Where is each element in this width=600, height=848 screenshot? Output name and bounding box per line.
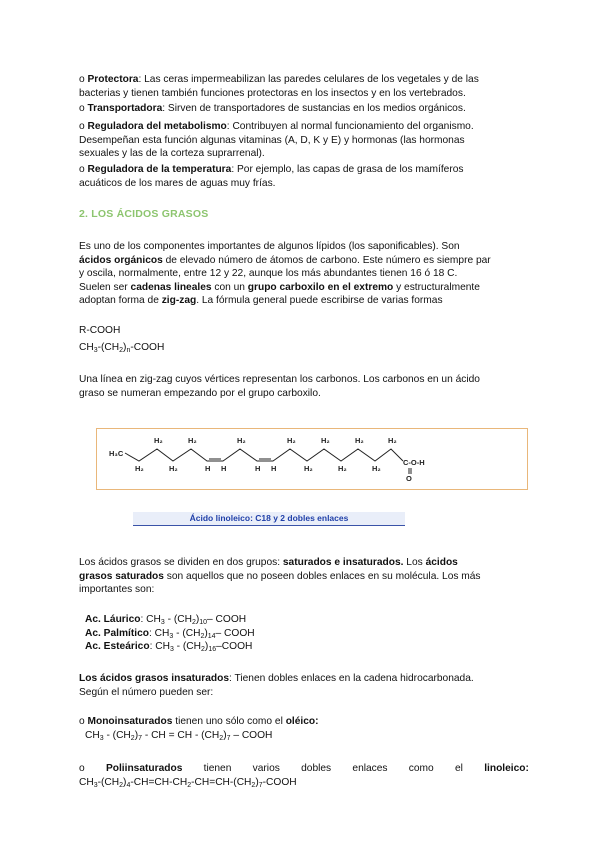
label-h2-1: H₂	[135, 464, 144, 473]
f-sub: 3	[160, 619, 165, 626]
label-h2-11: H₂	[372, 464, 381, 473]
acid-palmitic	[85, 627, 255, 641]
temperatura-title: Reguladora de la temperatura	[87, 164, 232, 175]
f-part: - (CH	[164, 614, 192, 625]
f-sub: 3	[99, 734, 104, 742]
f-part: -CH=CH-CH	[130, 776, 188, 788]
term-acidos-organicos: ácidos orgánicos	[79, 254, 163, 266]
f-sub: 2	[187, 781, 192, 789]
intro-line-4	[79, 281, 529, 295]
f-sub: 4	[126, 781, 131, 789]
f-part: – COOH	[207, 614, 247, 625]
protectora-line-1	[79, 73, 529, 87]
metabolismo-text: : Contribuyen al normal funcionamiento del organismo.	[226, 121, 474, 132]
f-part: - CH = CH - (CH	[142, 729, 220, 741]
intro-line-4-d: y estructuralmente	[393, 281, 480, 293]
label-h2-5: H₂	[237, 436, 246, 445]
metabolismo-line-1	[79, 120, 529, 134]
f-sub: 10	[199, 619, 208, 626]
metabolismo-title: Reguladora del metabolismo	[87, 121, 227, 132]
figure-caption: Ácido linoleico: C18 y 2 dobles enlaces	[133, 512, 405, 526]
protectora-text: : Las ceras impermeabilizan las paredes celulares de los vegetales y de las	[138, 74, 479, 85]
poly-formula	[79, 776, 529, 790]
acid-name: Ac. Palmítico	[85, 627, 149, 639]
bullet: o	[79, 121, 85, 132]
intro-line-5	[79, 294, 529, 308]
f-sub: 3	[169, 646, 174, 653]
f-sub: 16	[208, 646, 217, 653]
f-sub: 2	[201, 646, 205, 653]
structure-diagram	[97, 429, 527, 489]
metabolismo-line-3: sexuales y las de la corteza suprarrenal).	[79, 148, 265, 160]
protectora-line-2: bacterias y tienen también funciones protectoras en los insectos y en los vertebrados.	[79, 87, 466, 99]
f-sub: 2	[251, 781, 256, 789]
function-reguladora-metabolismo	[79, 120, 529, 161]
function-protectora	[79, 73, 529, 100]
f-part: )	[134, 729, 139, 741]
term-grupo-carboxilo: grupo carboxilo en el extremo	[247, 281, 394, 293]
label-h2-2: H₂	[154, 436, 163, 445]
f-part: )	[223, 729, 227, 741]
poly-word: tienen	[203, 763, 232, 774]
f-part: )	[123, 776, 127, 788]
f-sub: 3	[93, 781, 98, 789]
saturated-acids-list	[85, 613, 255, 654]
term-monoinsaturados: Monoinsaturados	[87, 716, 173, 727]
formula-rcooh: R-COOH	[79, 325, 121, 336]
intro-line-4-a: Suelen ser	[79, 281, 131, 293]
f-part: : CH	[140, 614, 161, 625]
f-sub: 2	[119, 781, 124, 789]
f-part: -(CH	[97, 776, 120, 788]
f-part: - (CH	[173, 641, 202, 652]
unsaturated-line-2: Según el número pueden ser:	[79, 686, 214, 698]
term-insaturados: Los ácidos grasos insaturados	[79, 673, 230, 684]
intro-line-3: y oscila, normalmente, entre 12 y 22, aunque los más abundantes tienen 16 ó 18 C.	[79, 268, 458, 280]
intro-line-5-c: . La fórmula general puede escribirse de varias formas	[196, 295, 443, 307]
f-part: -COOH	[130, 342, 165, 353]
f-part: -CH=CH-(CH	[191, 776, 252, 788]
unsaturated-line-1-text: : Tienen dobles enlaces en la cadena hidrocarbonada.	[229, 673, 474, 684]
bullet: o	[79, 74, 85, 85]
intro-line-2-text: de elevado número de átomos de carbono. Este número es siempre par	[162, 254, 491, 266]
groups-paragraph	[79, 556, 529, 597]
f-part: )	[204, 627, 208, 639]
intro-line-2	[79, 254, 529, 268]
function-transportadora	[79, 102, 529, 116]
term-zig-zag: zig-zag	[161, 295, 197, 307]
f-part: CH	[79, 342, 94, 353]
f-part: – COOH	[230, 729, 273, 741]
f-sub: 3	[93, 347, 98, 354]
intro-line-4-c: con un	[211, 281, 248, 293]
linoleic-structure-figure	[96, 428, 528, 490]
formula-general-chain	[79, 341, 164, 354]
f-part: - (CH	[173, 627, 201, 639]
temperatura-line-1	[79, 163, 529, 177]
intro-line-1: Es uno de los componentes importantes de algunos lípidos (los saponificables). Son	[79, 241, 460, 252]
groups-line-2-text: son aquellos que no poseen dobles enlaces en su molécula. Los más	[163, 570, 481, 582]
mono-text: tienen uno sólo como el	[172, 716, 286, 727]
unsaturated-paragraph	[79, 672, 529, 699]
bullet: o	[79, 763, 85, 774]
groups-line-1-a: Los ácidos grasos se dividen en dos grupos:	[79, 557, 283, 568]
bullet: o	[79, 164, 85, 175]
poly-word: como	[408, 763, 434, 774]
f-part: -(CH	[97, 342, 120, 353]
transportadora-line	[79, 102, 529, 116]
label-h-1: H	[205, 464, 211, 473]
f-sub: 7	[226, 734, 231, 742]
temperatura-text: : Por ejemplo, las capas de grasa de los mamíferos	[231, 164, 464, 175]
label-h2-4: H₂	[188, 436, 197, 445]
mono-formula	[79, 729, 529, 743]
label-oxygen: O	[406, 474, 412, 483]
acid-stearic	[85, 640, 255, 654]
term-acidos: ácidos	[425, 557, 458, 568]
groups-line-2	[79, 570, 529, 584]
mono-line-1	[79, 715, 529, 729]
groups-line-3: importantes son:	[79, 584, 155, 596]
f-part: )	[195, 614, 200, 625]
f-part: –COOH	[216, 641, 253, 652]
label-h-3: H	[255, 464, 261, 473]
f-part: : CH	[149, 641, 170, 652]
polyunsaturated-item	[79, 762, 529, 789]
bullet: o	[79, 103, 85, 114]
f-sub: 2	[130, 734, 135, 742]
label-h2-6: H₂	[287, 436, 296, 445]
f-sub: 2	[191, 619, 196, 626]
protectora-title: Protectora	[87, 74, 139, 85]
f-sub: 2	[200, 632, 205, 640]
poly-word: varios	[252, 763, 280, 774]
acid-lauric	[85, 613, 255, 627]
term-linoleico: linoleico:	[484, 763, 529, 774]
f-sub: n	[126, 347, 131, 354]
f-sub: 7	[138, 734, 143, 742]
zigzag-line-1: Una línea en zig-zag cuyos vértices representan los carbonos. Los carbonos en un ácido	[79, 374, 480, 385]
label-carboxyl: C-O-H	[403, 458, 425, 467]
f-part: )	[123, 342, 127, 353]
metabolismo-line-2: Desempeñan esta función algunas vitaminas (A, D, K y E) y hormonas (las hormonas	[79, 134, 465, 146]
label-h2-10: H₂	[355, 436, 364, 445]
f-part: – COOH	[215, 627, 255, 639]
label-h2-9: H₂	[338, 464, 347, 473]
groups-line-1-c: Los	[403, 557, 426, 568]
function-reguladora-temperatura	[79, 163, 529, 190]
bullet: o	[79, 716, 88, 727]
unsaturated-line-1	[79, 672, 529, 686]
term-grasos-saturados: grasos saturados	[79, 570, 164, 582]
f-part: )	[255, 776, 259, 788]
f-part: CH	[85, 729, 100, 741]
poly-word: dobles	[301, 763, 332, 774]
transportadora-text: : Sirven de transportadores de sustancias en los medios orgánicos.	[162, 103, 466, 114]
f-part: -COOH	[262, 776, 297, 788]
intro-line-5-a: adoptan forma de	[79, 295, 162, 307]
label-h-2: H	[221, 464, 227, 473]
acid-name: Ac. Láurico	[85, 614, 141, 625]
section-heading: 2. LOS ÁCIDOS GRASOS	[79, 208, 209, 220]
f-sub: 2	[119, 347, 124, 354]
poly-word: el	[454, 763, 463, 774]
term-cadenas-lineales: cadenas lineales	[130, 281, 212, 293]
f-sub: 2	[219, 734, 224, 742]
label-h2-3: H₂	[169, 464, 178, 473]
groups-line-1	[79, 556, 529, 570]
f-sub: 3	[169, 632, 174, 640]
temperatura-line-2: acuáticos de los mares de aguas muy frías.	[79, 177, 276, 189]
term-poliinsaturados: Poliinsaturados	[105, 763, 183, 774]
zigzag-paragraph	[79, 373, 529, 400]
label-h-4: H	[271, 464, 277, 473]
f-part: - (CH	[103, 729, 131, 741]
transportadora-title: Transportadora	[87, 103, 163, 114]
poly-line-1	[79, 762, 529, 776]
term-oleico: oléico:	[285, 716, 319, 727]
zigzag-line-2: graso se numeran empezando por el grupo carboxilo.	[79, 387, 321, 399]
f-part: )	[204, 641, 209, 652]
poly-word: enlaces	[352, 763, 388, 774]
label-h2-7: H₂	[304, 464, 313, 473]
term-saturados-insaturados: saturados e insaturados.	[282, 557, 404, 568]
f-part: : CH	[148, 627, 170, 639]
acid-name: Ac. Esteárico	[85, 641, 150, 652]
f-part: CH	[79, 776, 94, 788]
label-h3c: H₃C	[109, 449, 124, 458]
label-h2-12: H₂	[388, 436, 397, 445]
f-sub: 7	[258, 781, 263, 789]
intro-paragraph	[79, 240, 529, 308]
label-h2-8: H₂	[321, 436, 330, 445]
zigzag-bonds	[125, 449, 411, 474]
monounsaturated-item	[79, 715, 529, 742]
f-sub: 14	[207, 632, 216, 640]
